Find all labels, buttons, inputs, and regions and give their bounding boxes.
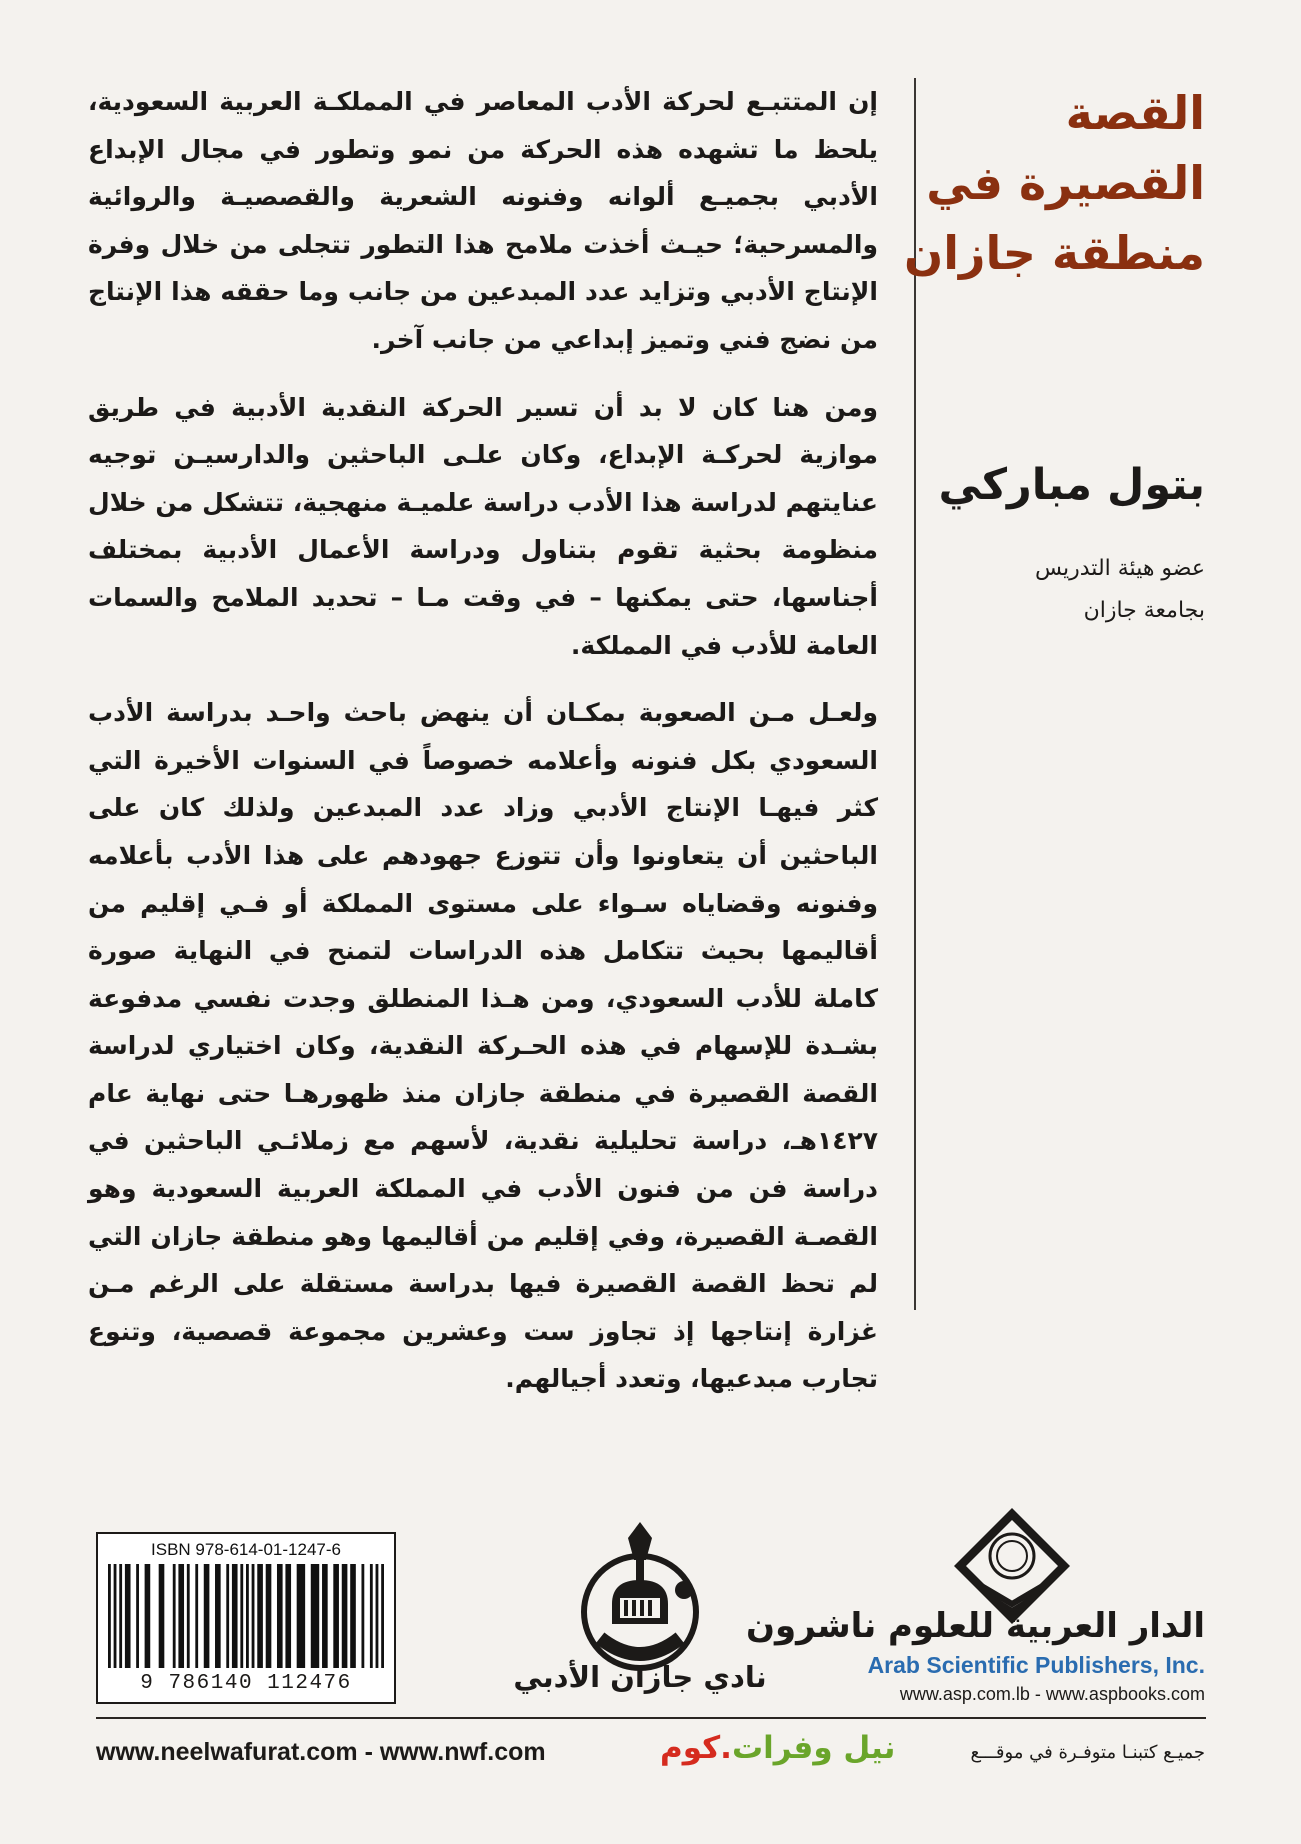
barcode-bar [204,1564,210,1668]
barcode-bar [333,1564,339,1668]
barcode-bar [350,1564,356,1668]
barcode-bar [361,1564,364,1668]
isbn-barcode [96,1532,396,1704]
publisher-name-english: Arab Scientific Publishers, Inc. [867,1652,1205,1678]
barcode-bar [178,1564,184,1668]
affiliation-line: عضو هيئة التدريس [1034,556,1205,581]
publisher-name-arabic: الدار العربية للعلوم ناشرون [745,1606,1205,1646]
barcode-bar [119,1564,122,1668]
barcode-bar [370,1564,373,1668]
barcode-bar [114,1564,117,1668]
barcode-bar [145,1564,151,1668]
barcode-bar [215,1564,221,1668]
neelwafurat-logo[interactable] [660,1730,895,1766]
barcode-bar [125,1564,131,1668]
barcode-bar [285,1564,291,1668]
blurb-paragraph: ومن هنا كان لا بد أن تسير الحركة النقدية الأدبية في طريق موازية لحركـة الإبداع، وكان علـى الباحثين والدارسيـن توجيه عنايتهم لدراسة هذا الأدب دراسة علميـة منهجية، تتشكل من خلال منظومة بحثية تقوم بتناول ودراسة الأعمال الأدبية بمختلف أجناسها، حتى يمكنها – في وقت مـا – تحديد الملامح والسمات العامة للأدب في المملكة. [88,392,878,660]
title-line: القصة [1065,86,1205,140]
title-line: القصيرة في [926,156,1205,210]
availability-note: جميـع كتبنـا متوفـرة في موقـــع [970,1742,1205,1763]
barcode-bar [252,1564,255,1668]
barcode-bar [108,1564,111,1668]
author-affiliation [905,548,1205,632]
brand-name: نيل وفرات [731,1730,896,1766]
barcode-bar [246,1564,249,1668]
barcode-bar [240,1564,243,1668]
brand-suffix: .كوم [660,1730,732,1766]
footer-divider [96,1717,1206,1719]
barcode-bar [297,1564,305,1668]
barcode-bar [226,1564,229,1668]
barcode-bars [106,1564,386,1672]
publisher-websites: www.asp.com.lb - www.aspbooks.com [899,1684,1205,1704]
barcode-bar [173,1564,176,1668]
barcode-bar [159,1564,165,1668]
barcode-bar [187,1564,190,1668]
barcode-bar [232,1564,238,1668]
book-title [905,78,1205,288]
footer-websites[interactable]: www.neelwafurat.com - www.nwf.com [96,1738,546,1766]
affiliation-line: بجامعة جازان [1083,598,1205,623]
title-line: منطقة جازان [903,226,1205,280]
barcode-bar [136,1564,139,1668]
barcode-bar [277,1564,283,1668]
barcode-bar [266,1564,272,1668]
blurb-paragraph: ولعـل مـن الصعوبة بمكـان أن ينهض باحث واحـد بدراسة الأدب السعودي بكل فنونه وأعلامه خصوصاً في السنوات الأخيرة التي كثر فيهـا الإنتاج الأدبي وزاد عدد المبدعين ولذلك كان على الباحثين أن يتعاونوا وأن تتوزع جهودهم على هذا الأدب بأعلامه وفنونه وقضاياه سـواء على مستوى المملكة أو فـي إقليم من أقاليمها بحيث تتكامل هذه الدراسات لتمنح في النهاية صورة كاملة للأدب السعودي، ومن هـذا المنطلق وجدت نفسي مدفوعة بشـدة للإسهام في هذه الحـركة النقدية، وكان اختياري لدراسة القصة القصيرة في منطقة جازان منذ ظهورهـا حتى نهاية عام ١٤٢٧هـ، دراسة تحليلية نقدية، لأسهم مع زملائـي الباحثين في دراسة فن من فنون الأدب في المملكة العربية السعودية وهو القصـة القصيرة، وفي إقليم من أقاليمها وهو منطقة جازان التي لم تحظ القصة القصيرة فيها بدراسة مستقلة على الرغم مـن غزارة إنتاجها إذ تجاوز ست وعشرين مجموعة قصصية، وتنوع تجارب مبدعيها، وتعدد أجيالهم. [88,698,878,1394]
blurb-text [88,78,878,1423]
barcode-bar [257,1564,263,1668]
author-name: بتول مباركي [938,460,1205,510]
barcode-number: 9 786140 112476 [140,1672,352,1695]
barcode-bar [322,1564,328,1668]
barcode-bar [311,1564,319,1668]
barcode-bar [376,1564,379,1668]
barcode-bar [195,1564,198,1668]
barcode-bar [342,1564,348,1668]
isbn-label: ISBN 978-614-01-1247-6 [151,1540,341,1559]
blurb-paragraph: إن المتتبـع لحركة الأدب المعاصر في المملكـة العربية السعودية، يلحظ ما تشهده هذه الحركة من نمو وتطور في مجال الإبداع الأدبي بجميـع ألوانه وفنونه الشعرية والقصصيـة والروائية والمسرحية؛ حيـث أخذت ملامح هذا التطور تتجلى من خلال وفرة الإنتاج الأدبي وتزايد عدد المبدعين من جانب وما حققه هذا الإنتاج من نضج فني وتميز إبداعي من جانب آخر. [88,87,878,354]
club-name: نادي جازان الأدبي [513,1660,767,1694]
barcode-bar [381,1564,384,1668]
